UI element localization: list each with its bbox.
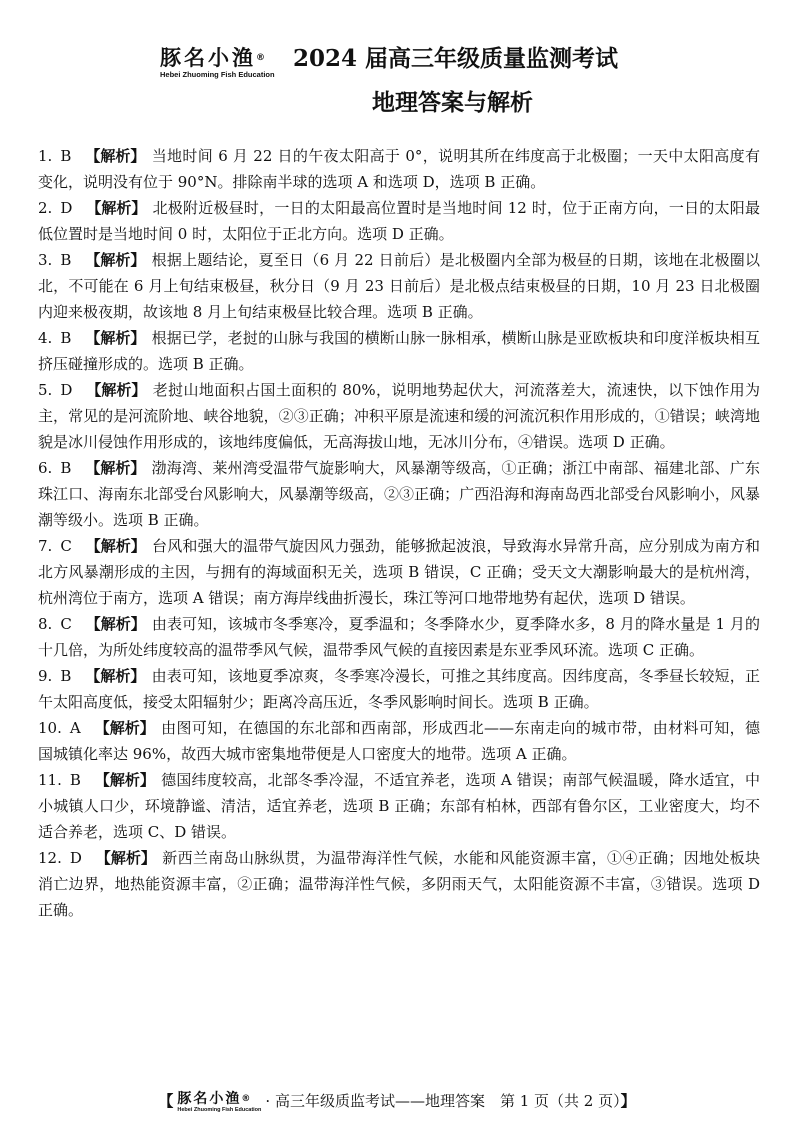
analysis-text: 由图可知，在德国的东北部和西南部，形成西北——东南走向的城市带，由材料可知，德国城镇化率达 96%，故西大城市密集地带便是人口密度大的地带。选项 A 正确。 xyxy=(38,719,760,763)
answer-head xyxy=(38,199,152,217)
analysis-text: 德国纬度较高，北部冬季冷湿，不适宜养老，选项 A 错误；南部气候温暖，降水适宜，中小城镇人口少，环境静谧、清洁，适宜养老，选项 B 正确；东部有柏林，西部有鲁尔区，工业密度大，均不适合养老，选项 C、D 错误。 xyxy=(38,771,760,841)
answer-item xyxy=(38,143,760,195)
question-number: 4. xyxy=(38,329,53,347)
logo-subtitle: Hebei Zhuoming Fish Education xyxy=(160,70,275,79)
answer-choice: D xyxy=(60,381,73,399)
footer-logo-registered-mark: ® xyxy=(241,1093,253,1104)
question-number: 7. xyxy=(38,537,53,555)
answer-head xyxy=(38,537,152,555)
answer-item xyxy=(38,247,760,325)
logo-registered-mark: ® xyxy=(256,53,268,63)
question-number: 9. xyxy=(38,667,53,685)
analysis-tag: 【解析】 xyxy=(86,381,147,399)
footer-logo-subtitle: Hebei Zhuoming Fish Education xyxy=(177,1106,262,1113)
answer-item xyxy=(38,845,760,923)
answer-item xyxy=(38,325,760,377)
footer-bracket-open: 【 xyxy=(158,1092,174,1110)
answer-choice: D xyxy=(60,199,73,217)
answer-choice: B xyxy=(60,147,72,165)
answer-item xyxy=(38,455,760,533)
analysis-text: 当地时间 6 月 22 日的午夜太阳高于 0°，说明其所在纬度高于北极圈；一天中太阳高度有变化，说明没有位于 90°N。排除南半球的选项 A 和选项 D，选项 B 正确。 xyxy=(38,147,760,191)
analysis-text: 新西兰南岛山脉纵贯，为温带海洋性气候，水能和风能资源丰富，①④正确；因地处板块消亡边界，地热能资源丰富，②正确；温带海洋性气候，多阴雨天气，太阳能资源不丰富，③错误。选项 D 正确。 xyxy=(38,849,760,919)
analysis-tag: 【解析】 xyxy=(85,251,146,269)
footer-logo xyxy=(177,1092,261,1113)
answer-choice: B xyxy=(60,459,72,477)
exam-title: 2024 届高三年级质量监测考试 xyxy=(293,45,619,72)
answer-choice: B xyxy=(60,329,72,347)
analysis-text: 老挝山地面积占国土面积的 80%，说明地势起伏大，河流落差大，流速快，以下蚀作用为主，常见的是河流阶地、峡谷地貌，②③正确；冲积平原是流速和缓的河流沉积作用形成的，①错误；峡湾地貌是冰川侵蚀作用形成的，该地纬度偏低，无高海拔山地，无冰川分布，④错误。选项 D 正确。 xyxy=(38,381,760,451)
footer-text: · 高三年级质监考试——地理答案 第 1 页（共 2 页） xyxy=(265,1092,621,1110)
answer-item xyxy=(38,663,760,715)
question-number: 3. xyxy=(38,251,53,269)
answer-head xyxy=(38,459,151,477)
answer-choice: A xyxy=(69,719,81,737)
page-footer xyxy=(0,1090,794,1113)
analysis-tag: 【解析】 xyxy=(94,719,155,737)
analysis-tag: 【解析】 xyxy=(95,849,156,867)
answer-choice: B xyxy=(69,771,81,789)
question-number: 6. xyxy=(38,459,53,477)
footer-logo-text: 豚名小渔 xyxy=(177,1090,242,1107)
answer-item xyxy=(38,611,760,663)
page-header xyxy=(0,40,794,130)
analysis-text: 根据已学，老挝的山脉与我国的横断山脉一脉相承，横断山脉是亚欧板块和印度洋板块相互挤压碰撞形成的。选项 B 正确。 xyxy=(38,329,760,373)
analysis-tag: 【解析】 xyxy=(85,459,146,477)
answer-head xyxy=(38,667,151,685)
analysis-tag: 【解析】 xyxy=(85,147,146,165)
answer-choice: C xyxy=(60,537,72,555)
answer-choice: C xyxy=(60,615,72,633)
analysis-tag: 【解析】 xyxy=(94,771,155,789)
question-number: 8. xyxy=(38,615,53,633)
question-number: 12. xyxy=(38,849,62,867)
answer-list xyxy=(38,143,760,923)
analysis-text: 由表可知，该地夏季凉爽，冬季寒冷漫长，可推之其纬度高。因纬度高，冬季昼长较短，正午太阳高度低，接受太阳辐射少；距离冷高压近，冬季风影响时间长。选项 B 正确。 xyxy=(38,667,760,711)
analysis-text: 根据上题结论，夏至日（6 月 22 日前后）是北极圈内全部为极昼的日期，该地在北极圈以北，不可能在 6 月上旬结束极昼，秋分日（9 月 23 日前后）是北极点结束极昼的日期，10 月 23 日北极圈内迎来极夜期，故该地 8 月上旬结束极昼比较合理。选项 B 正确。 xyxy=(38,251,760,321)
question-number: 10. xyxy=(38,719,62,737)
answer-head xyxy=(38,849,162,867)
analysis-text: 由表可知，该城市冬季寒冷，夏季温和；冬季降水少，夏季降水多，8 月的降水量是 1 月的十几倍，为所处纬度较高的温带季风气候，温带季风气候的直接因素是东亚季风环流。选项 C 正确。 xyxy=(38,615,760,659)
answer-item xyxy=(38,533,760,611)
question-number: 2. xyxy=(38,199,53,217)
analysis-text: 渤海湾、莱州湾受温带气旋影响大，风暴潮等级高，①正确；浙江中南部、福建北部、广东珠江口、海南东北部受台风影响大，风暴潮等级高，②③正确；广西沿海和海南岛西北部受台风影响小，风暴潮等级小。选项 B 正确。 xyxy=(38,459,760,529)
question-number: 5. xyxy=(38,381,53,399)
answer-head xyxy=(38,719,161,737)
analysis-tag: 【解析】 xyxy=(85,329,146,347)
analysis-tag: 【解析】 xyxy=(85,537,146,555)
answer-head xyxy=(38,329,151,347)
analysis-tag: 【解析】 xyxy=(85,667,146,685)
analysis-tag: 【解析】 xyxy=(86,199,147,217)
answer-head xyxy=(38,771,161,789)
answer-head xyxy=(38,381,152,399)
answer-head xyxy=(38,147,151,165)
footer-bracket-close: 】 xyxy=(620,1092,636,1110)
analysis-text: 北极附近极昼时，一日的太阳最高位置时是当地时间 12 时，位于正南方向，一日的太阳最低位置时是当地时间 0 时，太阳位于正北方向。选项 D 正确。 xyxy=(38,199,760,243)
answer-choice: B xyxy=(60,251,72,269)
answer-item xyxy=(38,377,760,455)
answer-item xyxy=(38,767,760,845)
answer-choice: D xyxy=(69,849,82,867)
logo-text: 豚名小渔 xyxy=(160,46,256,70)
doc-subtitle: 地理答案与解析 xyxy=(372,89,533,116)
brand-logo xyxy=(160,46,292,79)
answer-head xyxy=(38,251,151,269)
answer-choice: B xyxy=(60,667,72,685)
answer-head xyxy=(38,615,152,633)
analysis-tag: 【解析】 xyxy=(85,615,146,633)
question-number: 11. xyxy=(38,771,62,789)
answer-item xyxy=(38,195,760,247)
question-number: 1. xyxy=(38,147,53,165)
answer-item xyxy=(38,715,760,767)
analysis-text: 台风和强大的温带气旋因风力强劲，能够掀起波浪，导致海水异常升高，应分别成为南方和北方风暴潮形成的主因，与拥有的海域面积无关，选项 B 错误，C 正确；受天文大潮影响最大的是杭州湾，杭州湾位于南方，选项 A 错误；南方海岸线曲折漫长，珠江等河口地带地势有起伏，选项 D 错误。 xyxy=(38,537,760,607)
